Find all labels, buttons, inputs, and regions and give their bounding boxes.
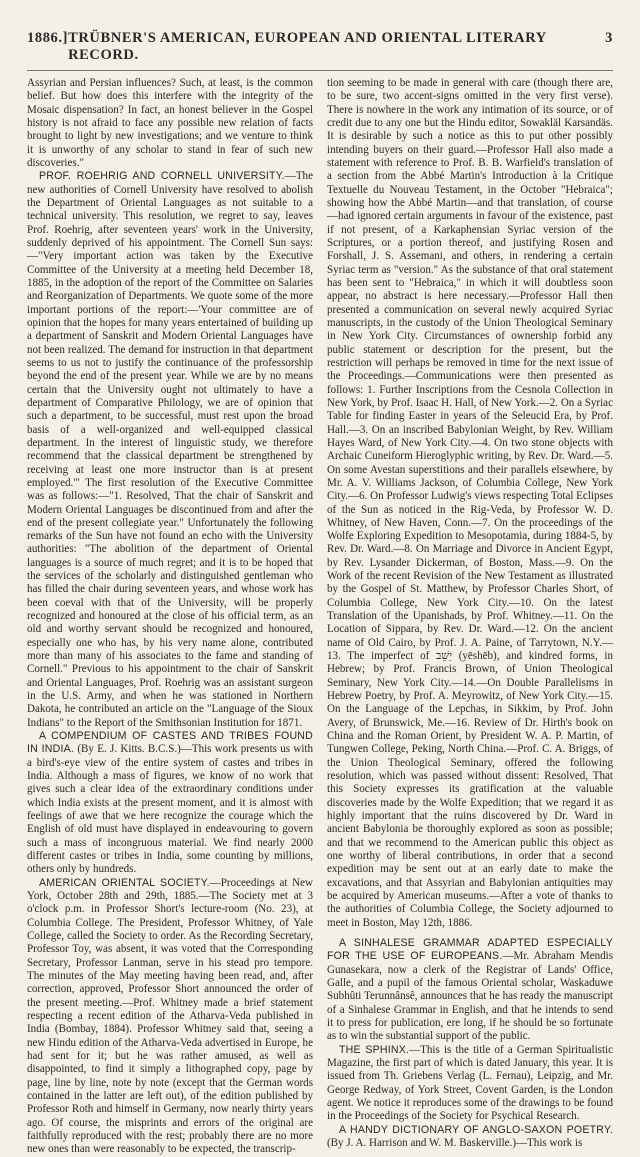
two-column-body (27, 77, 613, 1157)
header-year: 1886.] (27, 30, 69, 46)
paragraph (327, 1124, 613, 1151)
paragraph-text: —The new authorities of Cornell University have resolved to abolish the Department of Oriental Languages as not suitable to a technical university. This resolution, we regret to say, leaves Prof. Roehrig, after seventeen years' work in the University, suddenly deprived of his appointment. The Cornell Sun says:—"Very important action was taken by the Executive Committee of the University at a meeting held December 18, 1885, in the adoption of the report of the Committee on Salaries and Reorganization of Departments. We quote some of the more important portions of the report:—'Your committee are of opinion that the hopes for many years entertained of building up a department of Sanskrit and Modern Oriental Languages have not been realized. The demand for instruction in that department seems to us not to justify the continuance of the professorship beyond the end of the present year. While we are by no means certain that the University ought not ultimately to have a department of Comparative Philology, we are of opinion that such a department, to be successful, must rest upon the broad basis of a well-organized and well-equipped classical department. In the interest of linguistic study, we therefore recommend that the classical department be strengthened by receiving at least one more instructor than is at present employed.'" The first resolution of the Executive Committee was as follows:—"1. Resolved, That the chair of Sanskrit and Modern Oriental Languages be discontinued from and after the end of the present collegiate year." Unfortunately the following remarks of the Sun have not found an echo with the University authorities: "The abolition of the department of Oriental languages is a source of much regret; and it is to be hoped that the services of the scholarly and distinguished gentleman who has filled the chair during seventeen years, and whose work has been coeval with that of the University, will be properly recognized and honoured at the close of his official term, as an old and worthy servant should be recognized and honoured, especially one who has, by his very name alone, contributed more than many of his associates to the fame and standing of Cornell." Previous to his appointment to the chair of Sanskrit and Oriental Languages, Prof. Roehrig was an assistant surgeon in the U.S. Army, and when he was stationed in Northern Dakota, he contributed an article on the "Language of the Sioux Indians" to the Report of the Smithsonian Institution for 1871. (27, 170, 313, 729)
paragraph (27, 170, 313, 730)
header-title: TRÜBNER'S AMERICAN, EUROPEAN AND ORIENTAL LITERARY RECORD. (68, 30, 547, 63)
section-heading: PROF. ROEHRIG AND CORNELL UNIVERSITY. (39, 170, 285, 183)
section-heading: THE SPHINX. (339, 1043, 410, 1056)
paragraph-text: (By E. J. Kitts. B.C.S.)—This work presents us with a bird's-eye view of the entire system of castes and tribes in India. Although a mass of figures, we know of no work that gives such a clear idea of the extraordinary conditions under which India exists at the present moment, and it is almost with feelings of awe that we here recognize the courage which the English of old must have displayed in endeavouring to govern such a mass of incongruous material. We find nearly 2000 different castes or tribes in India, some counting by millions, others only by hundreds. (27, 743, 313, 876)
paragraph-text: (By J. A. Harrison and W. M. Baskerville.)—This work is (327, 1136, 583, 1149)
paragraph-text: —This is the title of a German Spiritualistic Magazine, the first part of which is dated January, this year. It is issued from Th. Griebens Verlag (L. Fernau), Leipzig, and Mr. George Redway, of York Street, Covent Garden, is the London agent. We notice it reproduces some of the drawings to be found in the Proceedings of the Society for Psychical Research. (327, 1043, 613, 1123)
paragraph (327, 1044, 613, 1124)
paragraph (327, 937, 613, 1044)
paragraph-text: —Mr. Abraham Mendis Gunasekara, now a clerk of the Registrar of Lands' Office, Galle, and a pupil of the famous Oriental scholar, Waskaduwe Subhûti Terunnânsê, announces that he has ready the manuscript of a Sinhalese Grammar in English, and that he intends to send it to press for publication, ere long, if he should be so fortunate as to win the substantial support of the public. (327, 950, 614, 1043)
paragraph-text: Assyrian and Persian influences? Such, at least, is the common belief. But how does this interfere with the integrity of the Mosaic dispensation? In fact, an honest believer in the Gospel history is not afraid to face any possible new relation of facts brought to light by new investigations; and we venture to think it is unworthy of any scholar to stand in fear of such new discoveries." (27, 77, 313, 169)
paragraph-text: tion seeming to be made in general with care (though there are, to be sure, two accent-signs omitted in the very first verse). There is nowhere in the work any intimation of its source, or of credit due to any one but the Hindu editor, Sowakläl Karsandäs. It is desirable by such a notice as this to put other possibly intending buyers on their guard.—Professor Hall also made a statement with reference to Prof. B. B. Warfield's translation of a section from the Abbé Martin's Introduction à la Critique Textuelle du Nouveau Testament, in the October "Hebraica"; showing how the Abbé Martin—and that translation, of course—had ignored certain arguments in favour of the existence, past if not present, of a Karkaphensian Syriac version of the Scriptures, or a portion thereof, and justifying Rosen and Forshall, J. S. Assemani, and others, in rendering a certain Syriac term as "version." As the substance of that oral statement has been sent to "Hebraica," in which it will doubtless soon appear, no abstract is here necessary.—Professor Hall then presented a communication on several newly acquired Syriac manuscripts, in the custody of the Union Theological Seminary in New York City. Circumstances of ownership forbid any public statement or description for the present, but the restriction will perhaps be removed in time for the next issue of the Proceedings.—Communications were then presented as follows: 1. Further Inscriptions from the Cesnola Collection in New York, by Prof. Isaac H. Hall, of New York.—2. On a Syriac Table for finding Easter in years of the Seleucid Era, by Prof. Hall.—3. On an inscribed Babylonian Weight, by Rev. William Hayes Ward, of New York City.—4. On two stone objects with Archaic Cuneiform Hieroglyphic writing, by Rev. Dr. Ward.—5. On some Avestan superstitions and their parallels elsewhere, by Mr. A. V. Williams Jackson, of Columbia College, New York City.—6. On Professor Ludwig's views respecting Total Eclipses of the Sun as noticed in the Rig-Veda, by Professor W. D. Whitney, of New Haven, Conn.—7. On the proceedings of the Wolfe Exploring Expedition to Mesopotamia, during 1884-5, by Rev. Dr. Ward.—8. On Marriage and Divorce in Ancient Egypt, by Rev. Lysander Dickerman, of Boston, Mass.—9. On the Work of the recent Revision of the New Testament as illustrated by the Gospel of St. Matthew, by Professor Charles Short, of Columbia College, New York City.—10. On the latest Translation of the Upanishads, by Prof. Whitney.—11. On the Location of Sippara, by Rev. Dr. Ward.—12. On the ancient name of Old Cairo, by Prof. J. A. Paine, of Tarrytown, N.Y.—13. The imperfect of יֵשֵׁב (yēshēb), and kindred forms, in Hebrew; by Prof. Francis Brown, of Union Theological Seminary, New York City.—14.—On Double Parallelisms in Hebrew Poetry, by Prof. A. Meyrowitz, of New York City.—15. On the Language of the Lepchas, in Sikkim, by Prof. John Avery, of Brunswick, Me.—16. Review of Dr. Hirth's book on China and the Roman Orient, by President W. A. P. Martin, of Tungwen College, Peking, North China.—Prof. C. A. Briggs, of the Union Theological Seminary, offered the following resolution, which was passed without dissent: Resolved, That this Society expresses its gratification at the valuable discoveries made by the Wolfe Expedition; that we regard it as highly important that the ruins discovered by Dr. Ward in ancient Babylonia be thoroughly explored as soon as possible; and that we recommend to the American public this object as one worthy of liberal contributions, in order that a second expedition may be sent out at an early date to make the excavations, and that Assyrian and Babylonian antiquities may be acquired by American museums.—After a vote of thanks to the authorities of Columbia College, the Society adjourned to meet in Boston, May 12th, 1886. (327, 77, 613, 929)
paragraph (27, 730, 313, 877)
paragraph (327, 77, 613, 930)
section-heading: A HANDY DICTIONARY OF ANGLO-SAXON POETRY. (339, 1123, 613, 1136)
paragraph (27, 877, 313, 1157)
section-heading: A SINHALESE GRAMMAR ADAPTED ESPECIALLY FOR THE USE OF EUROPEANS. (327, 937, 613, 963)
page-number: 3 (605, 30, 613, 46)
paragraph (27, 77, 313, 170)
section-heading: A COMPENDIUM OF CASTES AND TRIBES FOUND IN INDIA. (27, 730, 313, 756)
section-heading: AMERICAN ORIENTAL SOCIETY. (39, 876, 210, 889)
paragraph-text: —Proceedings at New York, October 28th and 29th, 1885.—The Society met at 3 o'clock p.m. in Professor Short's lecture-room (No. 23), at Columbia College. The President, Professor Whitney, of Yale College, called the Society to order. As the Recording Secretary, Professor Toy, was absent, it was voted that the Corresponding Secretary, Professor Lanman, serve in his stead pro tempore. The minutes of the May meeting having been read, and, after correction, approved, Professor Short announced the order of the present meeting.—Prof. Whitney made a brief statement respecting a recent edition of the Atharva-Veda published in India (Bombay, 1884). Professor Whitney said that, seeing a new Hindu edition of the Atharva-Veda advertised in Europe, he had sent for it; but he was rather amused, as well as disappointed, to find it simply a lithographed copy, page by page, line by line, note by note (except that the German words contained in the latter are left out), of the edition published by Professor Roth and himself in Germany, now nearly thirty years ago. Of course, the misprints and errors of the original are faithfully reproduced with the rest; probably there are no more new ones than were reasonably to be expected, the transcrip- (27, 876, 313, 1156)
right-column (327, 77, 613, 1157)
left-column (27, 77, 313, 1157)
running-header (27, 30, 613, 71)
